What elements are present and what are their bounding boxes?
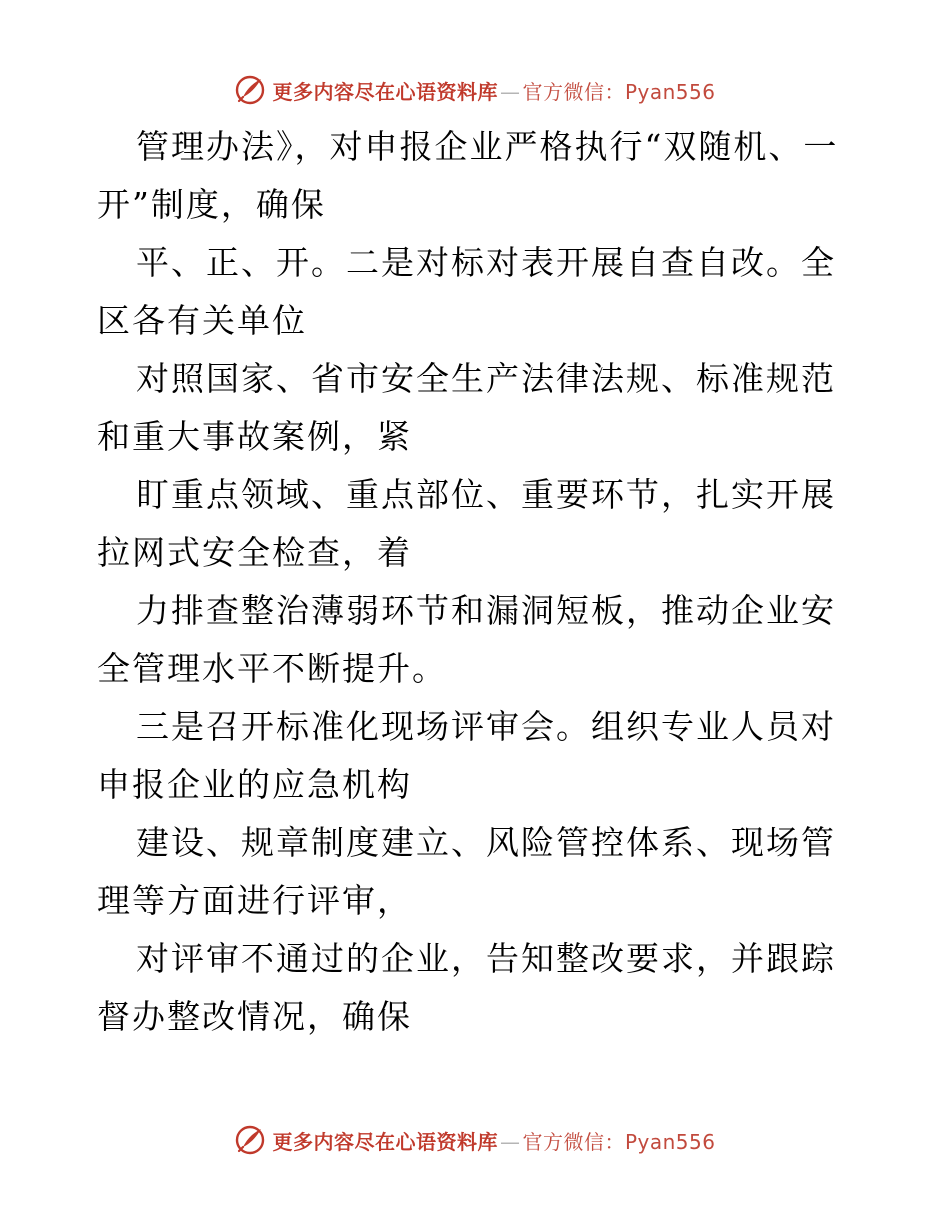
document-body [97,118,857,1046]
paragraph: 三是召开标准化现场评审会。组织专业人员对申报企业的应急机构 [97,707,836,804]
paragraph: 建设、规章制度建立、风险管控体系、现场管理等方面进行评审， [97,823,836,920]
quill-logo-icon [234,1124,266,1156]
banner-site-text: 更多内容尽在心语资料库 [272,1129,498,1154]
banner-separator: — [499,1129,521,1154]
banner-text [272,76,715,105]
paragraph: 对照国家、省市安全生产法律法规、标准规范和重大事故案例，紧 [97,359,836,456]
paragraph: 管理办法》，对申报企业严格执行“双随机、一开”制度，确保 [97,127,839,224]
paragraph: 盯重点领域、重点部位、重要环节，扎实开展拉网式安全检查，着 [97,475,836,572]
banner-site-text: 更多内容尽在心语资料库 [272,79,498,104]
banner-wechat-text: 官方微信：Pyan556 [522,1129,716,1154]
paragraph: 平、正、开。二是对标对表开展自查自改。全区各有关单位 [97,243,836,340]
footer-banner [0,1120,950,1160]
quill-logo-icon [234,74,266,106]
paragraph: 对评审不通过的企业，告知整改要求，并跟踪督办整改情况，确保 [97,939,836,1036]
banner-text [272,1126,715,1155]
header-banner [0,70,950,110]
banner-wechat-text: 官方微信：Pyan556 [522,79,716,104]
banner-separator: — [499,79,521,104]
paragraph: 力排查整治薄弱环节和漏洞短板，推动企业安全管理水平不断提升。 [97,591,836,688]
